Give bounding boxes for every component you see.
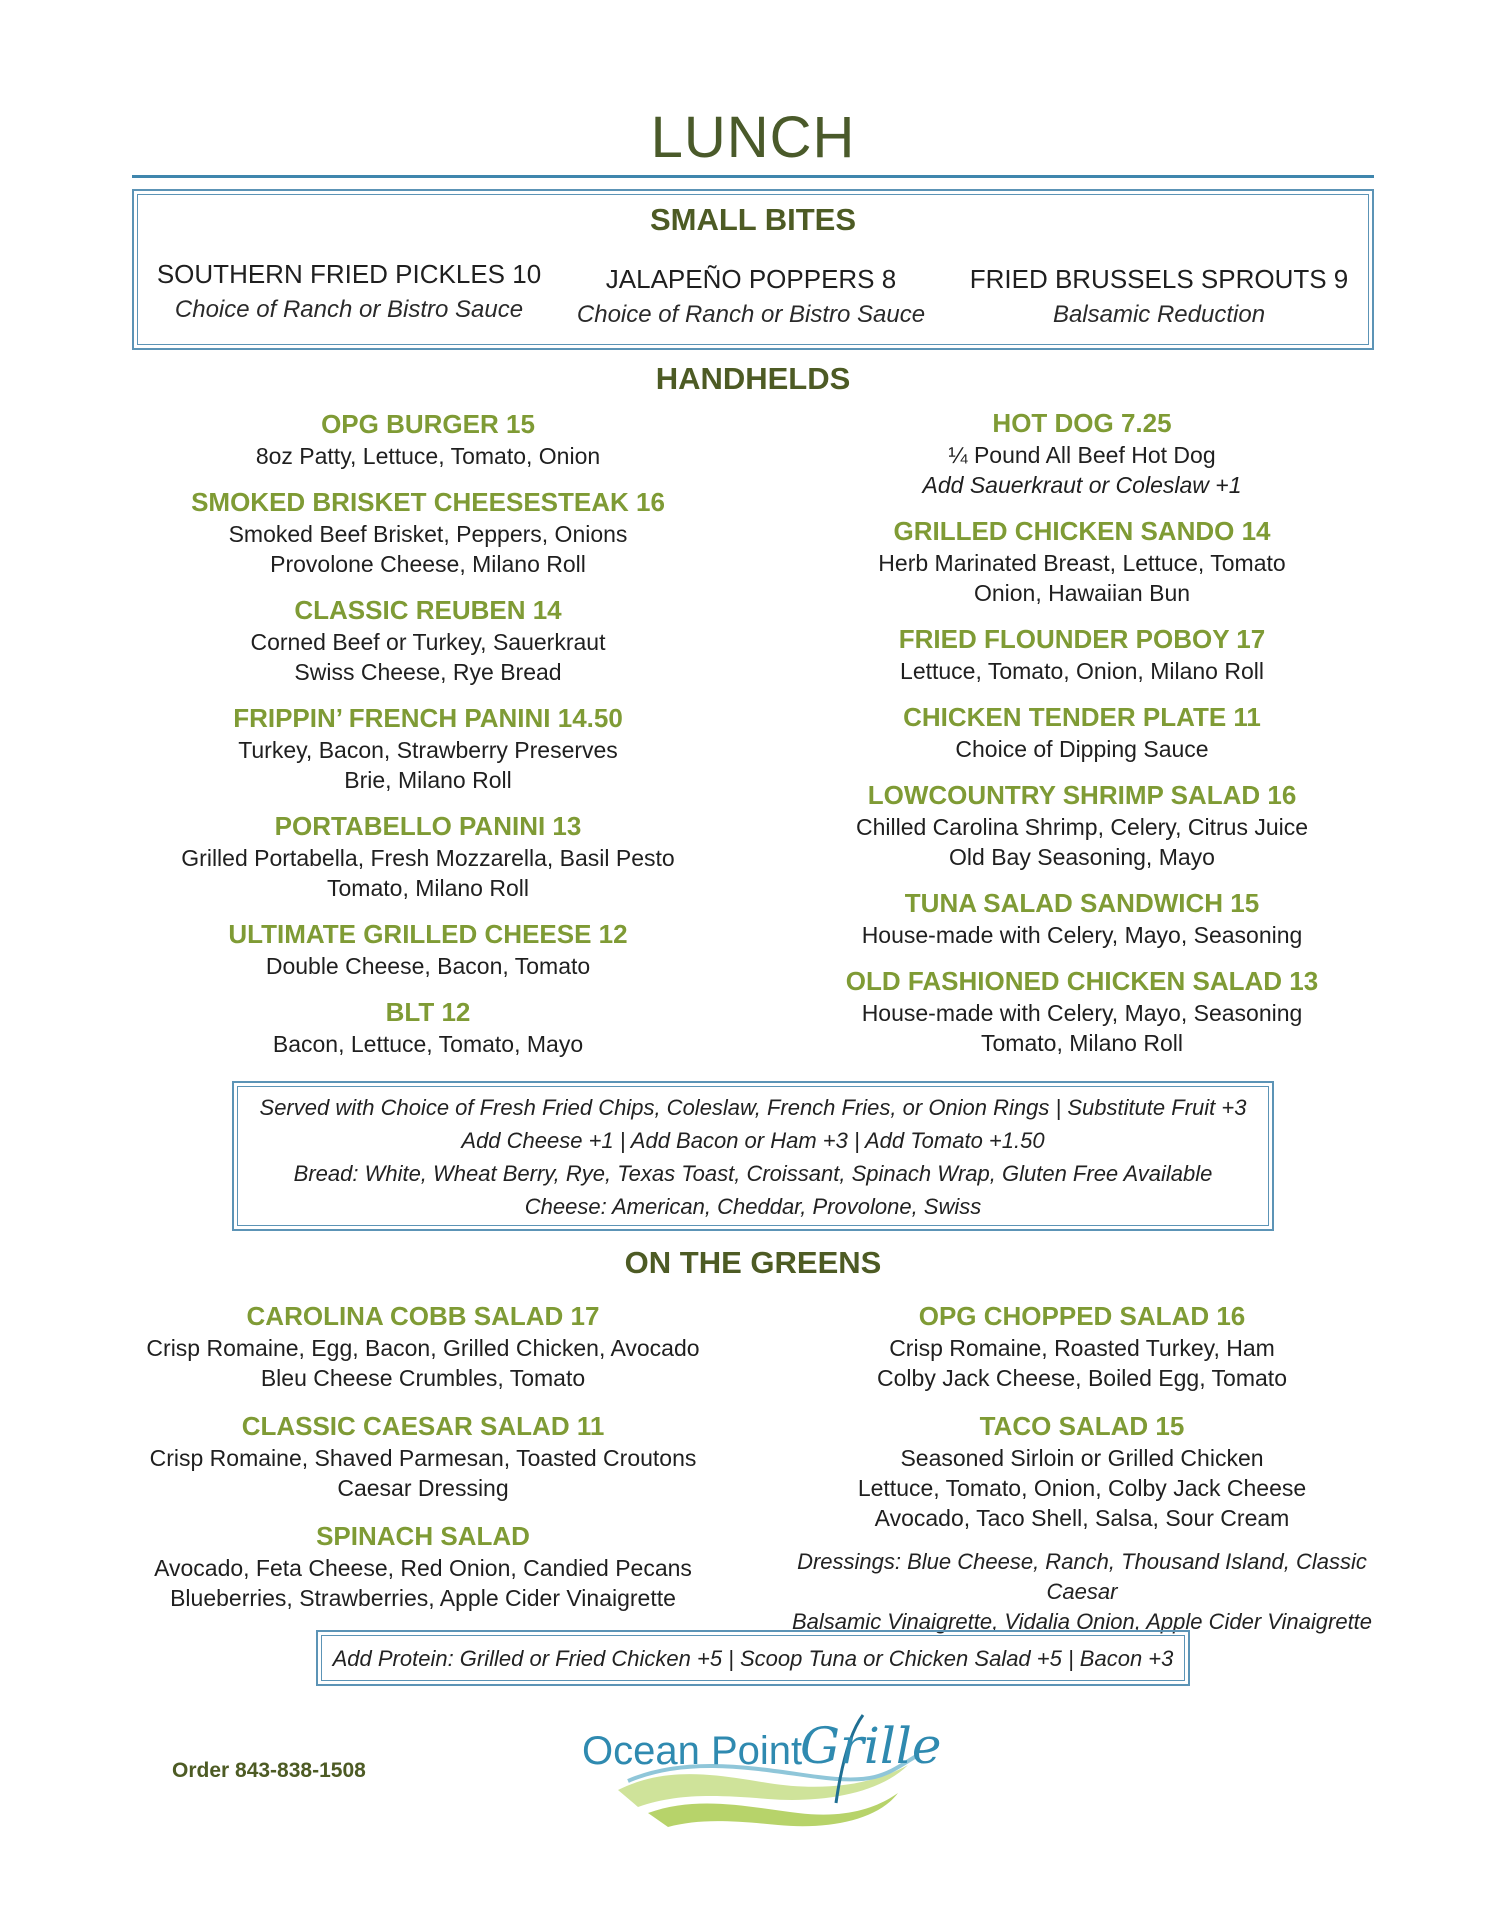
menu-item-description: Blueberries, Strawberries, Apple Cider Vinaigrette — [170, 1585, 676, 1611]
menu-item — [780, 964, 1384, 1058]
greens-heading: ON THE GREENS — [624, 1245, 882, 1280]
menu-item-description: Bacon, Lettuce, Tomato, Mayo — [272, 1031, 584, 1057]
menu-item-description: Crisp Romaine, Roasted Turkey, Ham — [889, 1335, 1275, 1361]
menu-item-description: Herb Marinated Breast, Lettuce, Tomato — [878, 550, 1286, 576]
menu-item — [780, 622, 1384, 686]
small-bites-heading: SMALL BITES — [649, 202, 857, 237]
menu-item — [780, 514, 1384, 608]
protein-box — [316, 1630, 1190, 1686]
menu-item-description: Provolone Cheese, Milano Roll — [270, 551, 586, 577]
menu-item — [130, 593, 726, 687]
small-bite-name: JALAPEÑO POPPERS 8 — [605, 264, 897, 294]
menu-item — [780, 406, 1384, 500]
addons-note: Add Cheese +1 | Add Bacon or Ham +3 | Add Tomato +1.50 — [461, 1128, 1045, 1153]
menu-item-description: Avocado, Feta Cheese, Red Onion, Candied Pecans — [154, 1555, 692, 1581]
menu-item — [130, 995, 726, 1059]
order-phone: Order 843-838-1508 — [172, 1759, 366, 1782]
menu-item-title: OLD FASHIONED CHICKEN SALAD 13 — [845, 966, 1319, 996]
menu-item — [130, 1409, 716, 1503]
greens-right-column — [780, 1299, 1384, 1637]
menu-item-description: Smoked Beef Brisket, Peppers, Onions — [228, 521, 628, 547]
menu-item-title: HOT DOG 7.25 — [992, 408, 1172, 438]
bread-note: Bread: White, Wheat Berry, Rye, Texas Toast, Croissant, Spinach Wrap, Gluten Free Available — [293, 1161, 1213, 1186]
menu-item-description: Grilled Portabella, Fresh Mozzarella, Basil Pesto — [181, 845, 675, 871]
menu-item-description: Turkey, Bacon, Strawberry Preserves — [238, 737, 618, 763]
menu-item-title: OPG CHOPPED SALAD 16 — [918, 1301, 1246, 1331]
menu-item-title: TUNA SALAD SANDWICH 15 — [904, 888, 1260, 918]
menu-item-description: ¼ Pound All Beef Hot Dog — [948, 442, 1216, 468]
small-bites-box — [132, 189, 1374, 350]
menu-item-description: Avocado, Taco Shell, Salsa, Sour Cream — [874, 1505, 1290, 1531]
dressings-line: Balsamic Vinaigrette, Vidalia Onion, Apple Cider Vinaigrette — [791, 1609, 1373, 1634]
menu-item-title: LOWCOUNTRY SHRIMP SALAD 16 — [867, 780, 1297, 810]
menu-item-description: Brie, Milano Roll — [344, 767, 512, 793]
small-bite-name: SOUTHERN FRIED PICKLES 10 — [156, 259, 542, 289]
menu-item — [780, 778, 1384, 872]
menu-item-title: OPG BURGER 15 — [321, 409, 535, 439]
menu-item-description: Corned Beef or Turkey, Sauerkraut — [250, 629, 606, 655]
menu-item-description: Caesar Dressing — [337, 1475, 509, 1501]
menu-item — [130, 485, 726, 579]
small-bite-item — [556, 264, 946, 329]
menu-item-description: 8oz Patty, Lettuce, Tomato, Onion — [255, 443, 601, 469]
menu-item-description: Onion, Hawaiian Bun — [973, 580, 1191, 606]
menu-item-title: SMOKED BRISKET CHEESESTEAK 16 — [191, 487, 665, 517]
menu-item-title: CLASSIC CAESAR SALAD 11 — [241, 1411, 605, 1441]
menu-item-description: Tomato, Milano Roll — [327, 875, 529, 901]
menu-item-title: SPINACH SALAD — [316, 1521, 530, 1551]
sides-note: Served with Choice of Fresh Fried Chips, Coleslaw, French Fries, or Onion Rings | Substitute Fruit +3 — [259, 1095, 1247, 1120]
menu-item-title: ULTIMATE GRILLED CHEESE 12 — [228, 919, 628, 949]
menu-item-title: TACO SALAD 15 — [979, 1411, 1185, 1441]
handhelds-left-column — [130, 407, 726, 1073]
title-divider — [132, 175, 1374, 178]
menu-item-description: Colby Jack Cheese, Boiled Egg, Tomato — [877, 1365, 1287, 1391]
small-bite-description: Choice of Ranch or Bistro Sauce — [576, 301, 926, 328]
small-bite-item — [154, 259, 544, 324]
menu-item-description: House-made with Celery, Mayo, Seasoning — [861, 1000, 1303, 1026]
menu-item-description: Lettuce, Tomato, Onion, Milano Roll — [900, 658, 1264, 684]
menu-item — [780, 1299, 1384, 1393]
small-bite-item — [964, 264, 1354, 329]
menu-item-description: Choice of Dipping Sauce — [955, 736, 1209, 762]
menu-item-title: CLASSIC REUBEN 14 — [294, 595, 562, 625]
menu-item-title: CAROLINA COBB SALAD 17 — [246, 1301, 600, 1331]
menu-item-description: Bleu Cheese Crumbles, Tomato — [260, 1365, 586, 1391]
menu-item — [130, 1299, 716, 1393]
menu-item-description: Tomato, Milano Roll — [981, 1030, 1183, 1056]
menu-item-description: Crisp Romaine, Egg, Bacon, Grilled Chicken, Avocado — [146, 1335, 700, 1361]
menu-item — [780, 1409, 1384, 1533]
menu-item-description: House-made with Celery, Mayo, Seasoning — [861, 922, 1303, 948]
logo-text-grille: Grille — [800, 1717, 942, 1775]
menu-item — [130, 1519, 716, 1613]
handhelds-right-column — [780, 406, 1384, 1072]
page-title: LUNCH — [650, 105, 856, 170]
cheese-note: Cheese: American, Cheddar, Provolone, Swiss — [524, 1194, 982, 1219]
menu-item-description: Crisp Romaine, Shaved Parmesan, Toasted Croutons — [149, 1445, 697, 1471]
small-bite-description: Choice of Ranch or Bistro Sauce — [174, 296, 524, 323]
menu-item — [130, 701, 726, 795]
menu-item-description: Seasoned Sirloin or Grilled Chicken — [900, 1445, 1264, 1471]
small-bite-name: FRIED BRUSSELS SPROUTS 9 — [969, 264, 1349, 294]
handhelds-heading: HANDHELDS — [655, 361, 851, 396]
dressings-note — [780, 1547, 1384, 1637]
protein-note: Add Protein: Grilled or Fried Chicken +5 | Scoop Tuna or Chicken Salad +5 | Bacon +3 — [332, 1646, 1174, 1671]
logo-text-ocean-point: Ocean Point — [582, 1729, 803, 1773]
menu-item — [130, 809, 726, 903]
menu-item-description: Lettuce, Tomato, Onion, Colby Jack Cheese — [857, 1475, 1307, 1501]
small-bite-description: Balsamic Reduction — [1052, 301, 1266, 328]
menu-item-description: Old Bay Seasoning, Mayo — [949, 844, 1215, 870]
menu-item-title: FRIED FLOUNDER POBOY 17 — [898, 624, 1266, 654]
menu-item-title: FRIPPIN’ FRENCH PANINI 14.50 — [233, 703, 623, 733]
menu-item — [780, 700, 1384, 764]
menu-item-description: Double Cheese, Bacon, Tomato — [265, 953, 591, 979]
handhelds-notes-box — [232, 1081, 1274, 1231]
menu-item — [130, 407, 726, 471]
menu-item-description: Swiss Cheese, Rye Bread — [294, 659, 562, 685]
menu-item-description: Chilled Carolina Shrimp, Celery, Citrus Juice — [855, 814, 1309, 840]
dressings-line: Dressings: Blue Cheese, Ranch, Thousand Island, Classic Caesar — [797, 1549, 1367, 1604]
greens-left-column — [130, 1299, 716, 1627]
ocean-point-grille-logo — [578, 1695, 942, 1840]
menu-item-title: PORTABELLO PANINI 13 — [274, 811, 582, 841]
menu-item-title: GRILLED CHICKEN SANDO 14 — [893, 516, 1271, 546]
menu-item-title: BLT 12 — [385, 997, 471, 1027]
menu-item-addon: Add Sauerkraut or Coleslaw +1 — [922, 472, 1242, 498]
menu-item — [780, 886, 1384, 950]
menu-item-title: CHICKEN TENDER PLATE 11 — [903, 702, 1261, 732]
menu-item — [130, 917, 726, 981]
